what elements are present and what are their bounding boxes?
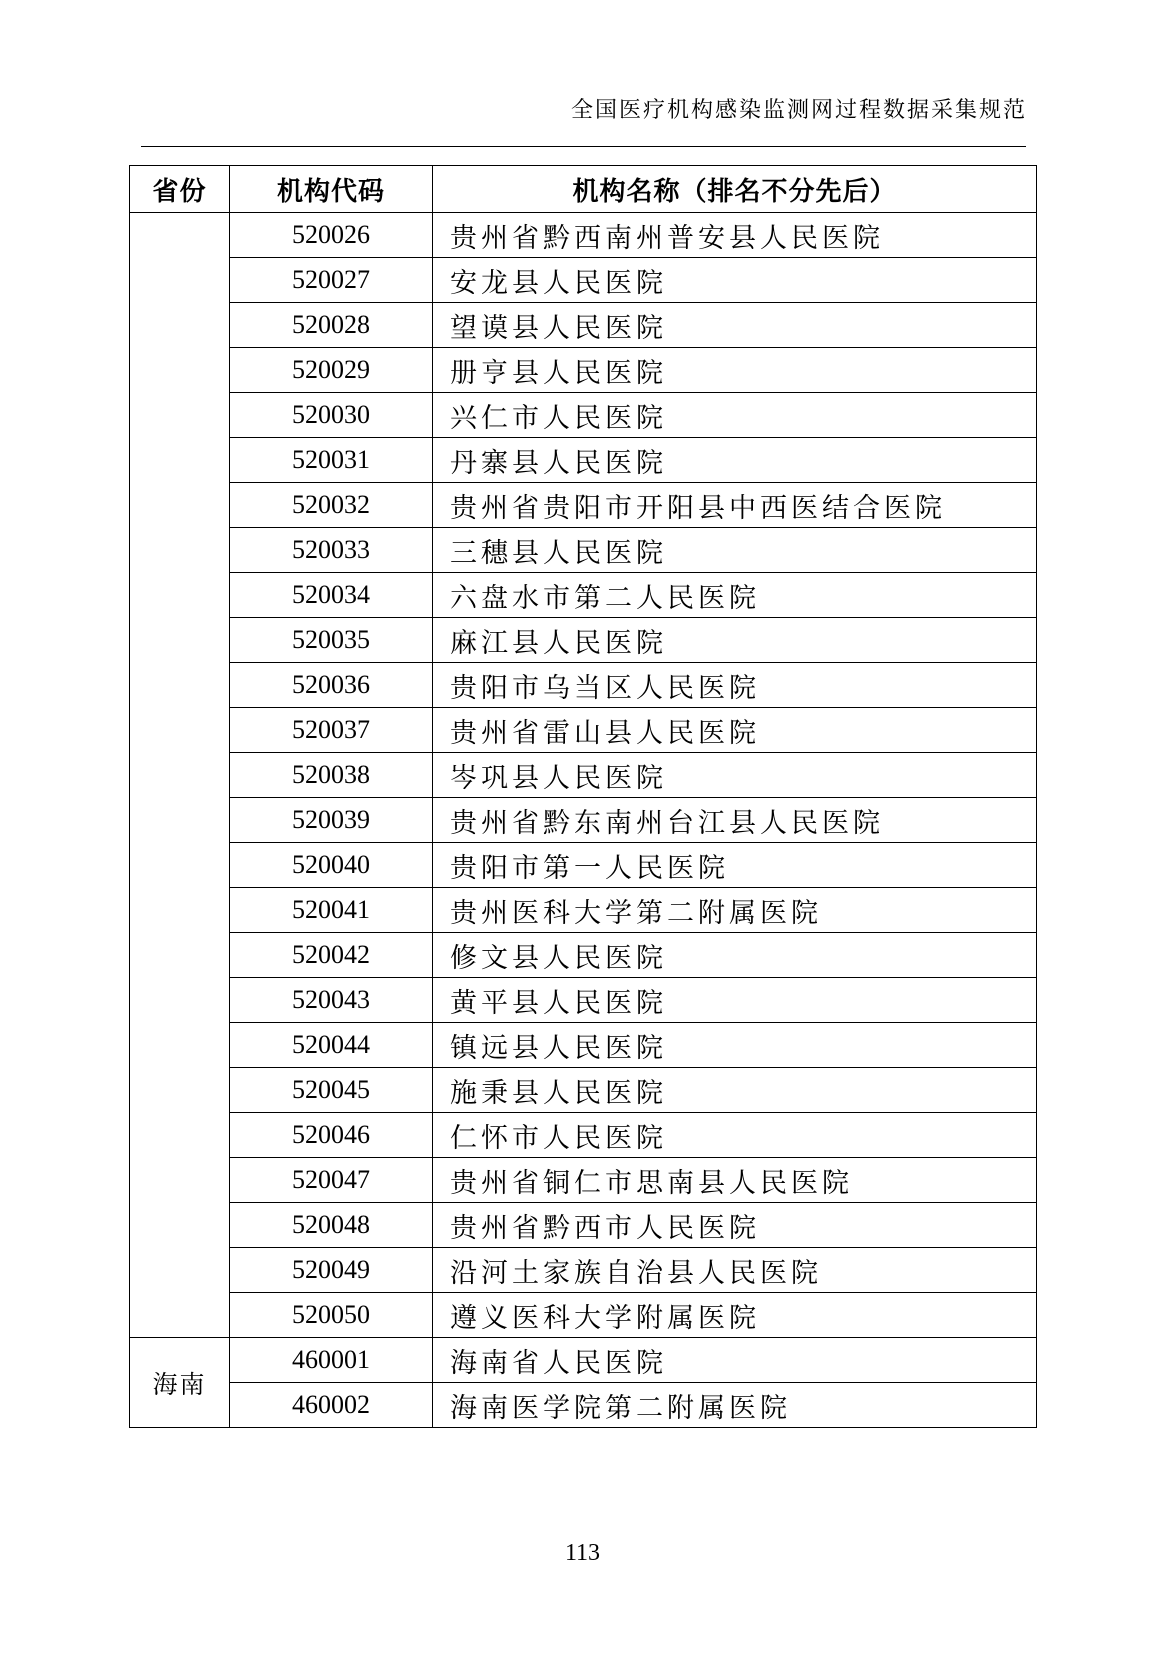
table-row: [130, 978, 1037, 1023]
institution-code-cell: 520037: [230, 708, 433, 753]
institution-name-cell: 贵阳市乌当区人民医院: [433, 663, 1037, 708]
institution-name-cell: 镇远县人民医院: [433, 1023, 1037, 1068]
institution-code-cell: 460001: [230, 1338, 433, 1383]
institution-name-cell: 修文县人民医院: [433, 933, 1037, 978]
institution-name-cell: 海南省人民医院: [433, 1338, 1037, 1383]
table-row: [130, 1293, 1037, 1338]
column-header-province: 省份: [130, 166, 230, 213]
institution-code-cell: 520028: [230, 303, 433, 348]
institution-code-cell: 520026: [230, 213, 433, 258]
institution-name-cell: 贵州省黔西南州普安县人民医院: [433, 213, 1037, 258]
institution-code-cell: 520043: [230, 978, 433, 1023]
institution-code-cell: 520029: [230, 348, 433, 393]
institution-code-cell: 520045: [230, 1068, 433, 1113]
table-row: [130, 1383, 1037, 1428]
table-row: [130, 348, 1037, 393]
table-row: [130, 1248, 1037, 1293]
institution-name-cell: 贵阳市第一人民医院: [433, 843, 1037, 888]
table-row: [130, 1158, 1037, 1203]
institution-name-cell: 麻江县人民医院: [433, 618, 1037, 663]
institution-name-cell: 望谟县人民医院: [433, 303, 1037, 348]
institution-name-cell: 黄平县人民医院: [433, 978, 1037, 1023]
institution-code-cell: 520038: [230, 753, 433, 798]
table-row: [130, 438, 1037, 483]
institution-name-cell: 施秉县人民医院: [433, 1068, 1037, 1113]
institution-name-cell: 仁怀市人民医院: [433, 1113, 1037, 1158]
institution-code-cell: 520031: [230, 438, 433, 483]
institution-code-cell: 520041: [230, 888, 433, 933]
institution-name-cell: 岑巩县人民医院: [433, 753, 1037, 798]
institution-name-cell: 贵州省贵阳市开阳县中西医结合医院: [433, 483, 1037, 528]
institution-code-cell: 520049: [230, 1248, 433, 1293]
table-row: [130, 798, 1037, 843]
table-row: [130, 1338, 1037, 1383]
table-row: [130, 393, 1037, 438]
table-row: [130, 753, 1037, 798]
institution-code-cell: 520036: [230, 663, 433, 708]
institution-name-cell: 安龙县人民医院: [433, 258, 1037, 303]
table-row: [130, 258, 1037, 303]
institution-code-cell: 520027: [230, 258, 433, 303]
institution-name-cell: 贵州省铜仁市思南县人民医院: [433, 1158, 1037, 1203]
table-row: [130, 1023, 1037, 1068]
table-row: [130, 888, 1037, 933]
table-row: [130, 663, 1037, 708]
table-row: [130, 213, 1037, 258]
institution-name-cell: 遵义医科大学附属医院: [433, 1293, 1037, 1338]
institution-code-cell: 520042: [230, 933, 433, 978]
column-header-code: 机构代码: [230, 166, 433, 213]
table-row: [130, 573, 1037, 618]
institution-name-cell: 沿河土家族自治县人民医院: [433, 1248, 1037, 1293]
table-row: [130, 528, 1037, 573]
institution-name-cell: 六盘水市第二人民医院: [433, 573, 1037, 618]
institution-name-cell: 三穗县人民医院: [433, 528, 1037, 573]
institution-name-cell: 贵州省黔东南州台江县人民医院: [433, 798, 1037, 843]
institution-code-cell: 520033: [230, 528, 433, 573]
table-row: [130, 708, 1037, 753]
table-row: [130, 1203, 1037, 1248]
institution-code-cell: 520046: [230, 1113, 433, 1158]
institution-code-cell: 520034: [230, 573, 433, 618]
province-cell: [130, 213, 230, 1338]
table-body: [130, 213, 1037, 1428]
institution-code-cell: 520032: [230, 483, 433, 528]
running-header: 全国医疗机构感染监测网过程数据采集规范: [570, 98, 1027, 123]
header-rule: [141, 146, 1026, 147]
institution-code-cell: 520044: [230, 1023, 433, 1068]
table-row: [130, 843, 1037, 888]
institution-code-cell: 520035: [230, 618, 433, 663]
institution-name-cell: 贵州医科大学第二附属医院: [433, 888, 1037, 933]
table-row: [130, 483, 1037, 528]
table-row: [130, 303, 1037, 348]
page-number: 113: [564, 1540, 601, 1566]
institution-code-cell: 520039: [230, 798, 433, 843]
table-header-row: [130, 166, 1037, 213]
institution-code-cell: 520040: [230, 843, 433, 888]
institution-name-cell: 册亨县人民医院: [433, 348, 1037, 393]
table-row: [130, 1113, 1037, 1158]
institution-code-cell: 460002: [230, 1383, 433, 1428]
institution-name-cell: 贵州省雷山县人民医院: [433, 708, 1037, 753]
province-cell: 海南: [130, 1338, 230, 1428]
institution-code-cell: 520050: [230, 1293, 433, 1338]
institution-code-cell: 520048: [230, 1203, 433, 1248]
table-row: [130, 933, 1037, 978]
institution-code-cell: 520047: [230, 1158, 433, 1203]
table-row: [130, 618, 1037, 663]
institution-name-cell: 兴仁市人民医院: [433, 393, 1037, 438]
institution-table: [129, 165, 1037, 1428]
column-header-name: 机构名称（排名不分先后）: [433, 166, 1037, 213]
institution-code-cell: 520030: [230, 393, 433, 438]
institution-name-cell: 丹寨县人民医院: [433, 438, 1037, 483]
table-row: [130, 1068, 1037, 1113]
institution-name-cell: 贵州省黔西市人民医院: [433, 1203, 1037, 1248]
institution-name-cell: 海南医学院第二附属医院: [433, 1383, 1037, 1428]
